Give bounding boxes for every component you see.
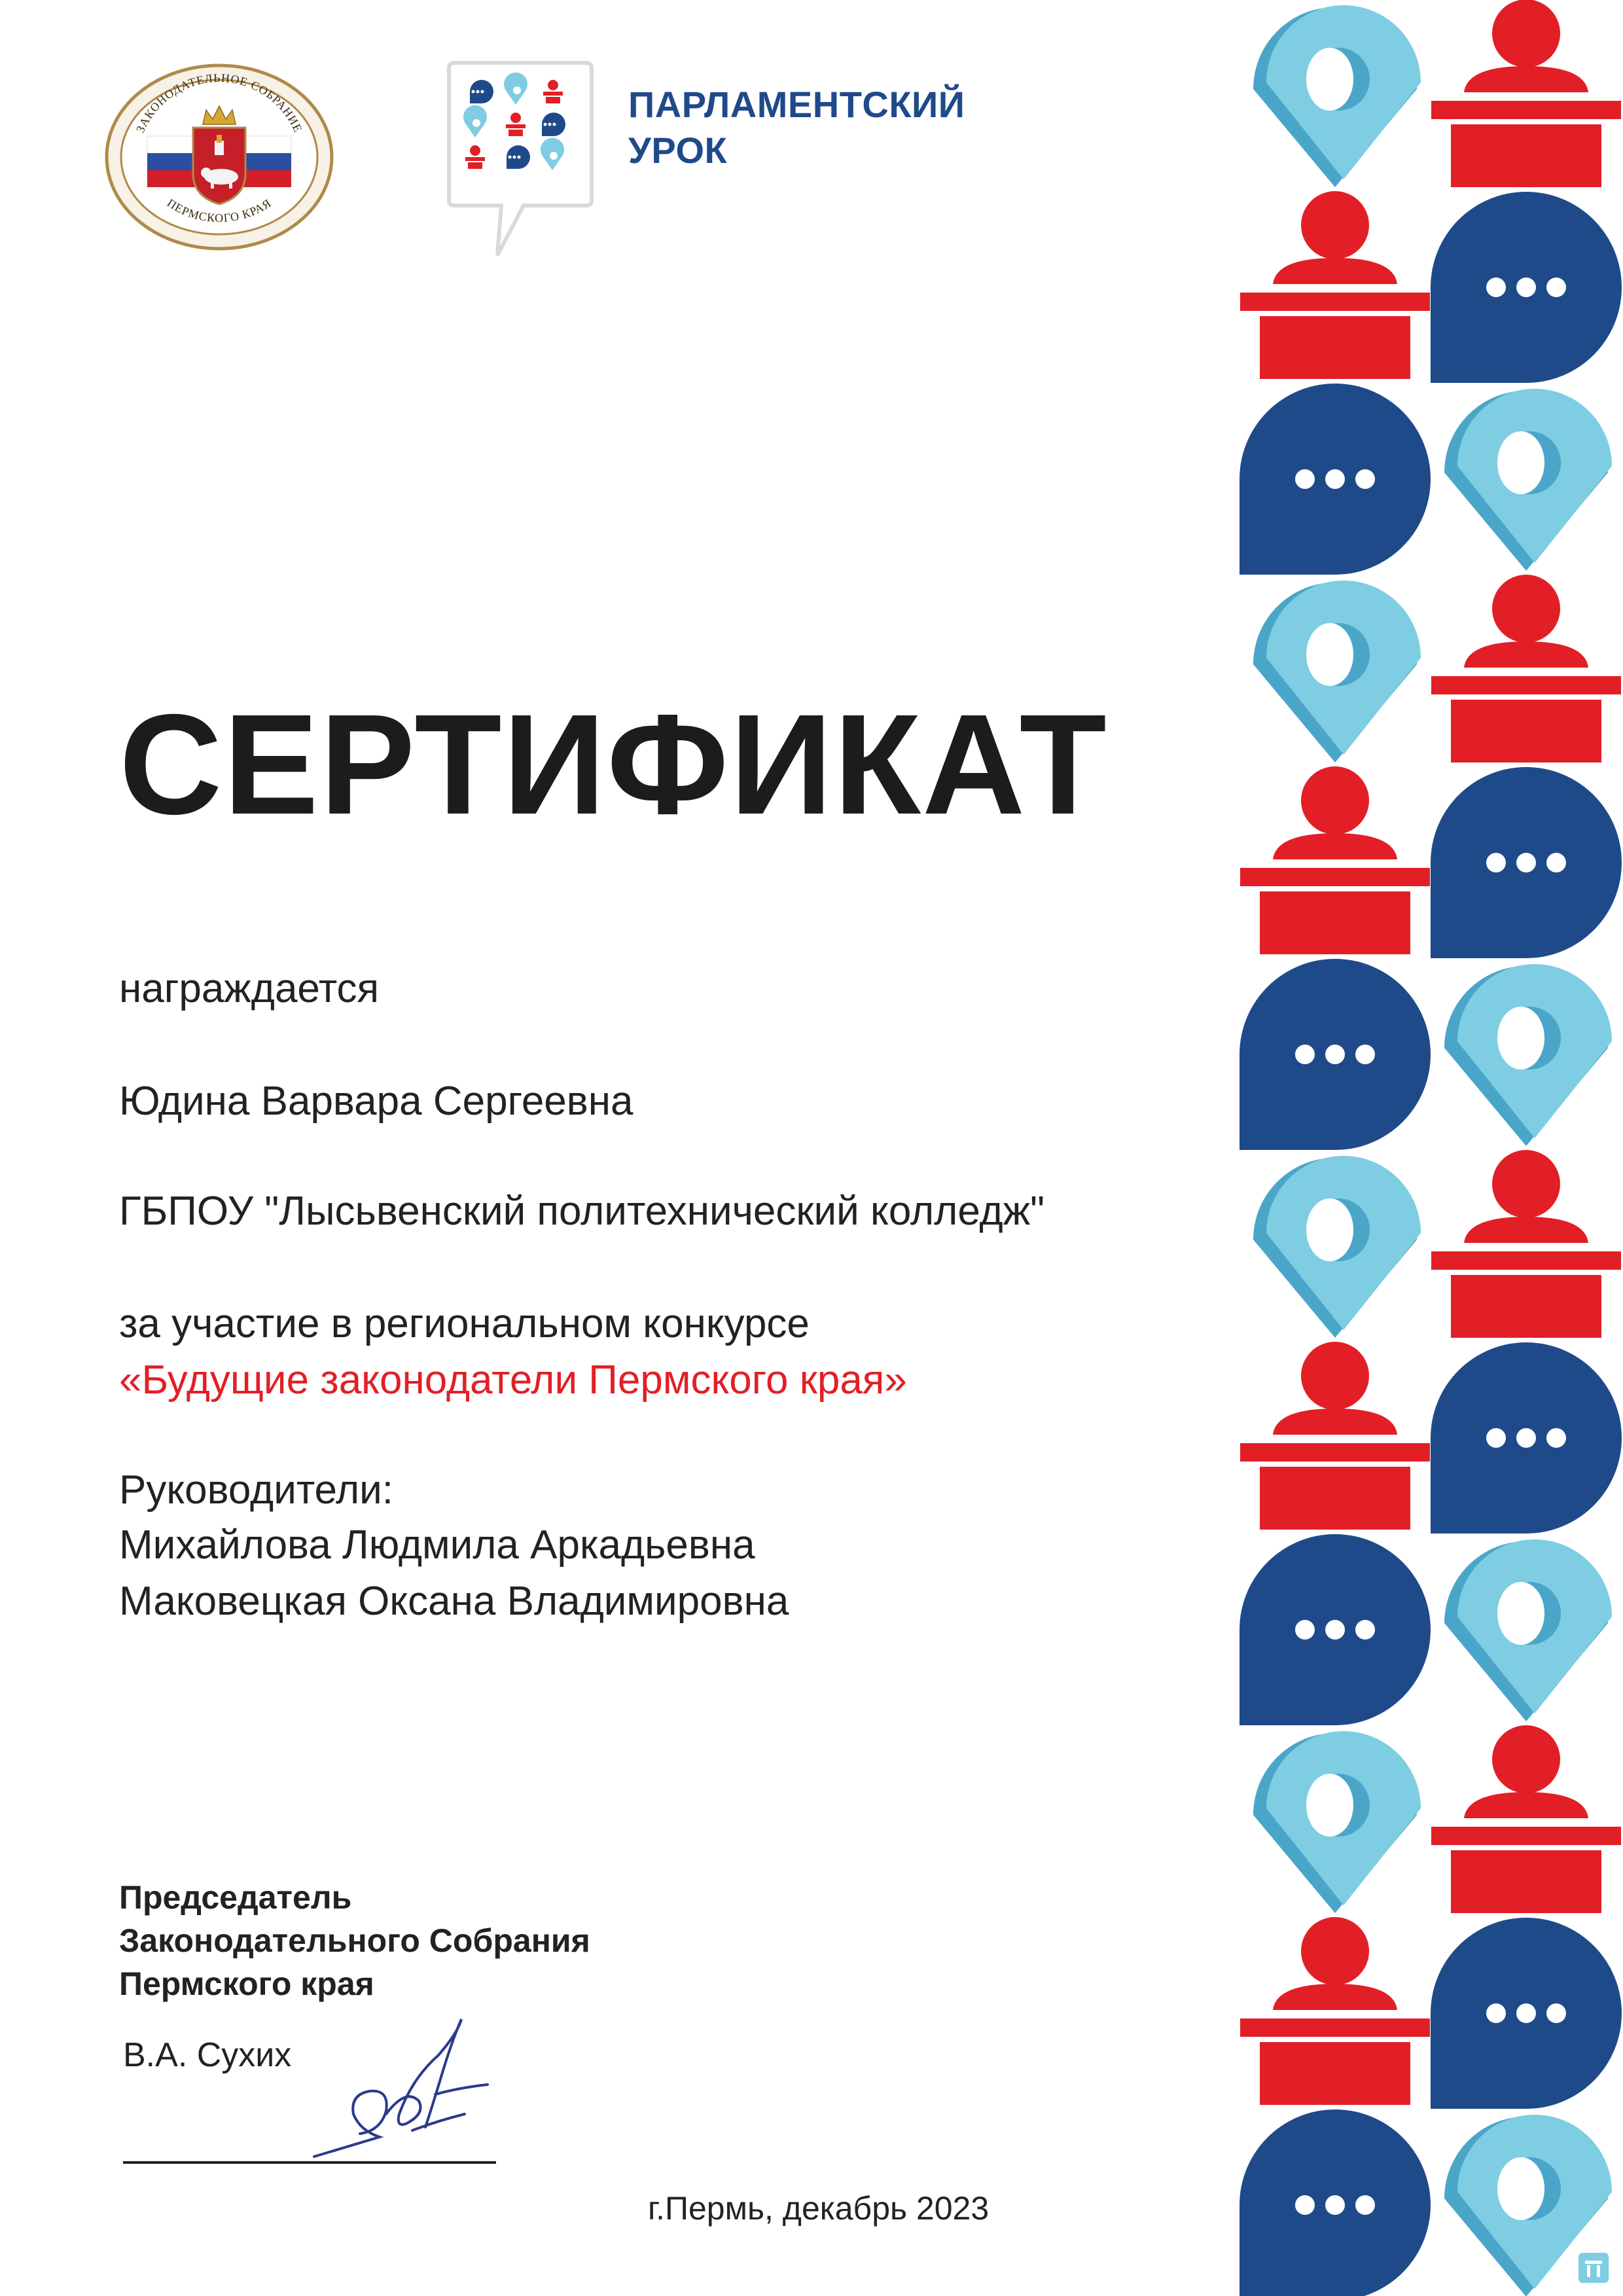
signature-line <box>123 2161 496 2164</box>
speech-bubble-icon <box>1240 1534 1431 1725</box>
speech-bubble-icon <box>1431 192 1622 383</box>
speaker-podium-icon <box>1431 0 1621 187</box>
speech-bubble-icon <box>1240 2109 1431 2296</box>
lesson-title-line2: УРОК <box>628 130 728 171</box>
contest-name: «Будущие законодатели Пермского края» <box>119 1357 907 1403</box>
participation-text: за участие в региональном конкурсе <box>119 1301 810 1346</box>
organization-name: ГБПОУ "Лысьвенский политехнический колледж" <box>119 1189 1045 1234</box>
chairman-title-line: Пермского края <box>119 1965 374 2002</box>
speaker-podium-icon <box>1431 1725 1621 1913</box>
certificate-title: СЕРТИФИКАТ <box>119 685 1108 844</box>
location-pin-icon <box>1444 964 1612 1146</box>
speech-bubble-icon <box>1240 384 1431 575</box>
legislative-assembly-seal <box>98 59 340 255</box>
location-pin-icon <box>1444 1539 1612 1721</box>
supervisors-label: Руководители: <box>119 1467 393 1513</box>
speaker-podium-icon <box>1431 1150 1621 1338</box>
speech-bubble-icon <box>1431 767 1622 958</box>
chairman-title <box>119 1876 590 2005</box>
lesson-title-line1: ПАРЛАМЕНТСКИЙ <box>628 84 965 125</box>
speech-bubble-icon <box>1431 1342 1622 1534</box>
supervisor-name: Маковецкая Оксана Владимировна <box>119 1579 789 1624</box>
svg-text:ПЕРМСКОГО КРАЯ: ПЕРМСКОГО КРАЯ <box>164 196 274 225</box>
location-pin-icon <box>1253 581 1421 762</box>
location-pin-icon <box>1444 389 1612 571</box>
speech-bubble-icon <box>1240 959 1431 1150</box>
location-pin-icon <box>1253 5 1421 187</box>
supervisor-name: Михайлова Людмила Аркадьевна <box>119 1522 755 1568</box>
speech-bubble-icon <box>1431 1918 1622 2109</box>
speaker-podium-icon <box>1240 1342 1430 1530</box>
speaker-podium-icon <box>1240 191 1430 379</box>
speaker-podium-icon <box>1431 575 1621 762</box>
parliamentary-lesson-title <box>628 82 965 173</box>
chairman-title-line: Председатель <box>119 1879 352 1916</box>
handwritten-signature <box>308 2016 524 2166</box>
svg-text:ЗАКОНОДАТЕЛЬНОЕ СОБРАНИЕ: ЗАКОНОДАТЕЛЬНОЕ СОБРАНИЕ <box>134 71 305 135</box>
awarded-label: награждается <box>119 966 380 1011</box>
speaker-podium-icon <box>1240 766 1430 954</box>
recipient-name: Юдина Варвара Сергеевна <box>119 1079 633 1124</box>
location-pin-icon <box>1253 1731 1421 1913</box>
signer-name: В.А. Сухих <box>123 2036 292 2074</box>
decorative-pattern <box>1240 0 1623 2296</box>
location-pin-icon <box>1253 1156 1421 1338</box>
speaker-podium-icon <box>1240 1917 1430 2105</box>
chairman-title-line: Законодательного Собрания <box>119 1922 590 1959</box>
corner-logo-icon <box>1577 2251 1610 2284</box>
place-and-date: г.Пермь, декабрь 2023 <box>648 2190 990 2227</box>
parliamentary-lesson-logo <box>445 59 596 262</box>
